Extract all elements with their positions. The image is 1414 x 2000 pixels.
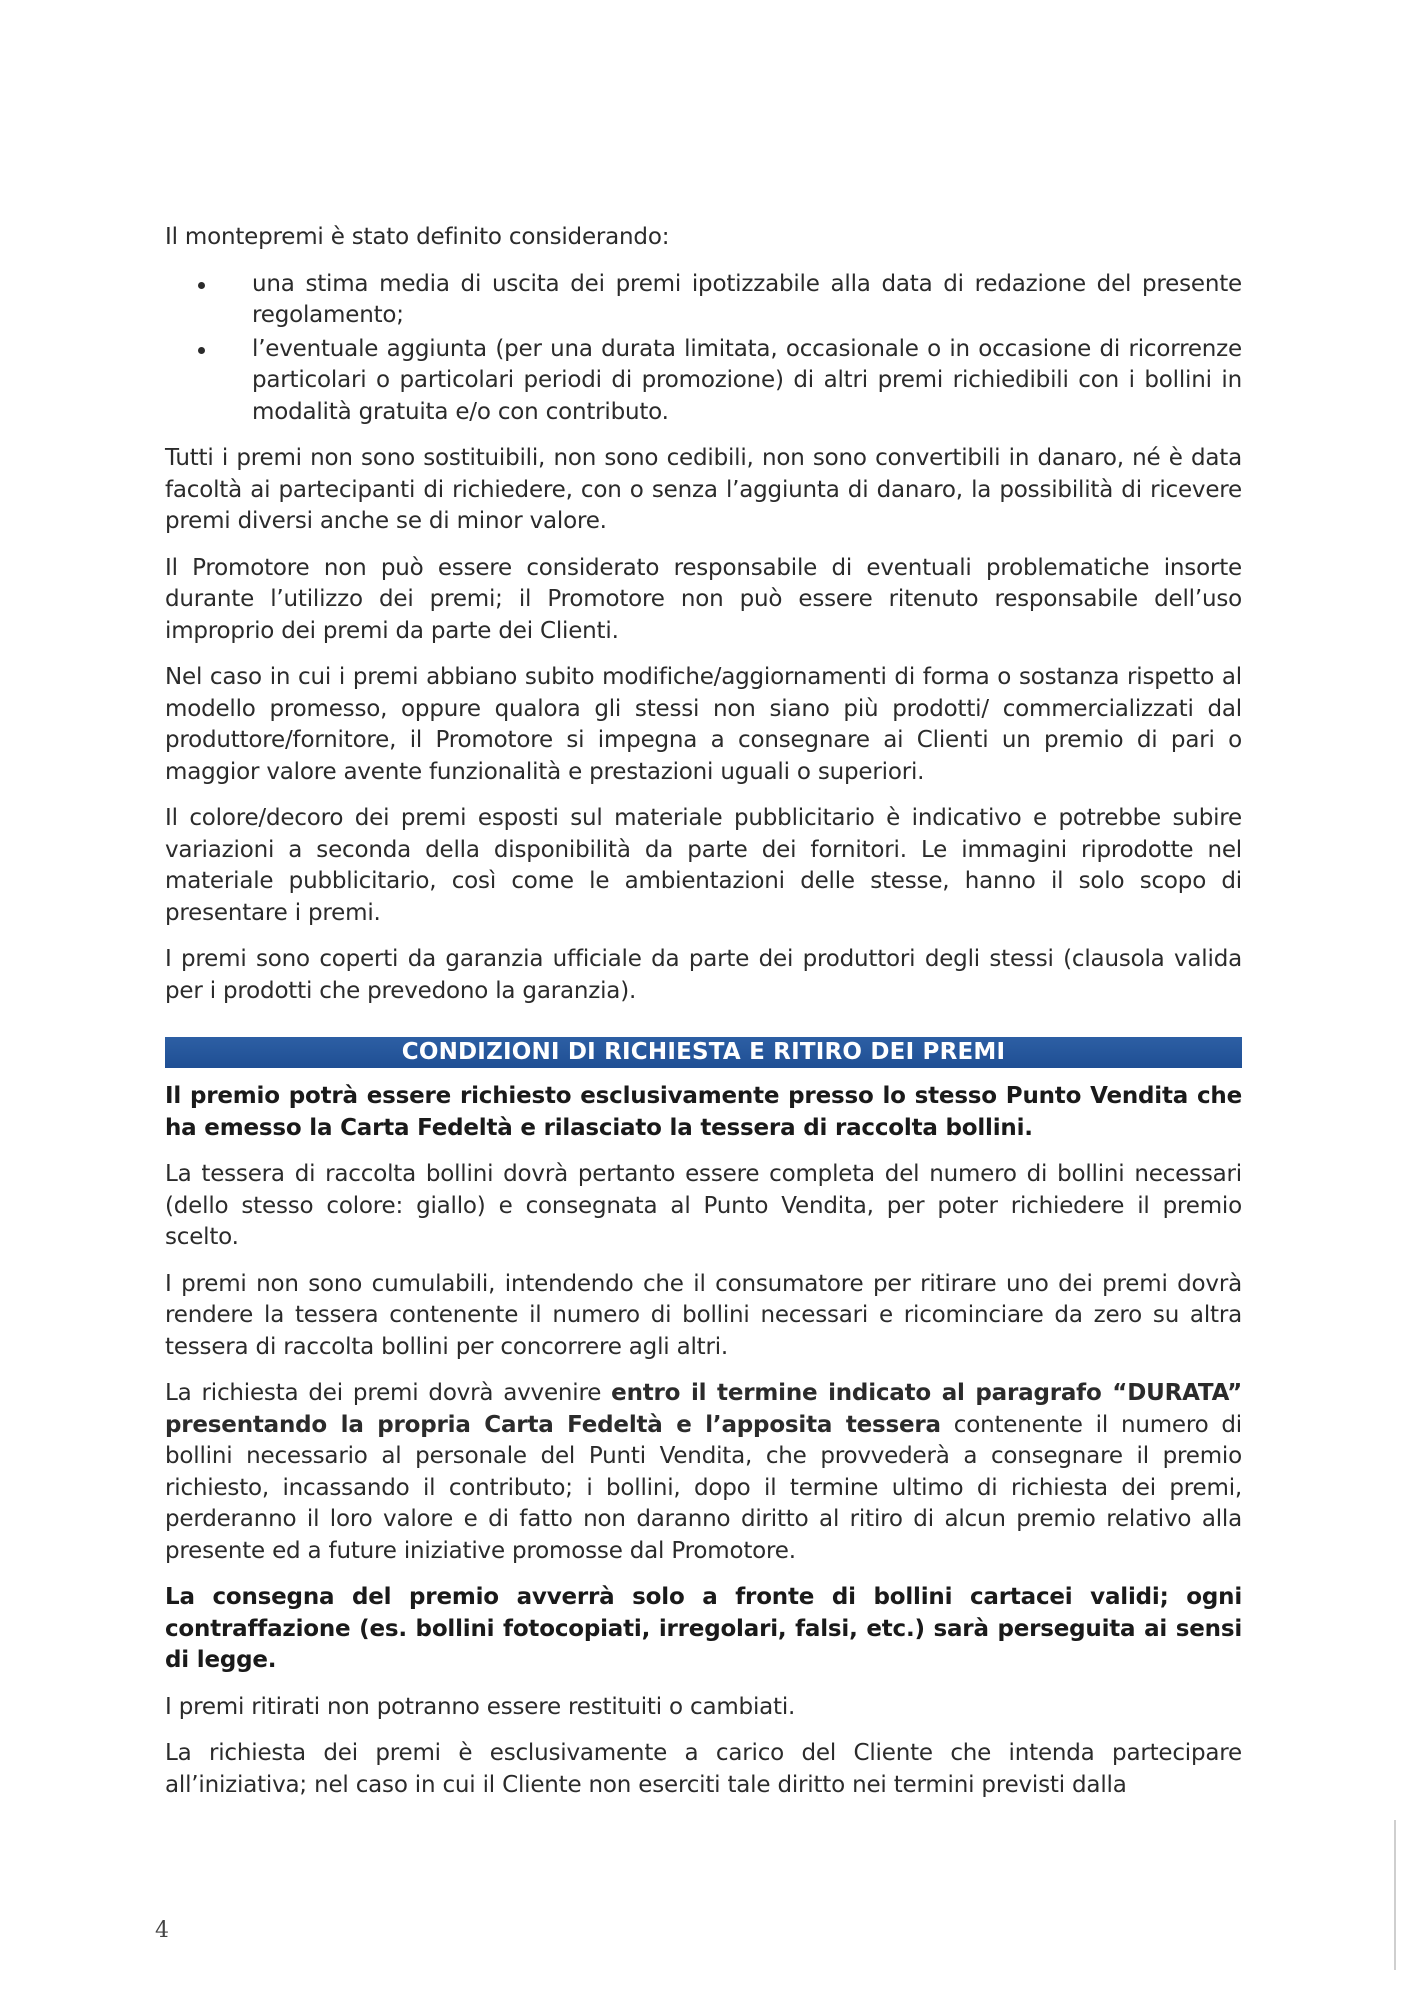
paragraph-not-substitutable: Tutti i premi non sono sostituibili, non sono cedibili, non sono convertibili in danaro, né è data facoltà ai partecipanti di richiedere, con o senza l’aggiunta di danaro, la possibilità di ricevere premi diversi anche se di minor valore. bbox=[165, 445, 1242, 534]
document-body bbox=[165, 222, 1242, 1816]
paragraph-warranty: I premi sono coperti da garanzia ufficiale da parte dei produttori degli stessi (clausola valida per i prodotti che prevedono la garanzia). bbox=[165, 946, 1242, 1004]
paragraph-color-variations: Il colore/decoro dei premi esposti sul materiale pubblicitario è indicativo e potrebbe subire variazioni a seconda della disponibilità da parte dei fornitori. Le immagini riprodotte nel materiale pubblicitario, così come le ambientazioni delle stesse, hanno il solo scopo di presentare i premi. bbox=[165, 805, 1242, 926]
request-text-end: contenente il numero di bollini necessario al personale del Punti Vendita, che provvederà a consegnare il premio richiesto, incassando il contributo; i bollini, dopo il termine ultimo di richiesta dei premi, perderanno il loro valore e di fatto non daranno diritto al ritiro di alcun premio relativo alla presente ed a future iniziative promosse dal Promotore. bbox=[165, 1411, 1242, 1564]
paragraph-card-completion: La tessera di raccolta bollini dovrà pertanto essere completa del numero di bollini necessari (dello stesso colore: giallo) e consegnata al Punto Vendita, per poter richiedere il premio scelto. bbox=[165, 1161, 1242, 1250]
section-bold-intro: Il premio potrà essere richiesto esclusivamente presso lo stesso Punto Vendita che ha emesso la Carta Fedeltà e rilasciato la tessera di raccolta bollini. bbox=[165, 1083, 1242, 1141]
bullet-list bbox=[165, 269, 1242, 429]
section-bold-warning: La consegna del premio avverrà solo a fronte di bollini cartacei validi; ogni contraffazione (es. bollini fotocopiati, irregolari, falsi, etc.) sarà perseguita ai sensi di legge. bbox=[165, 1584, 1242, 1673]
list-item bbox=[165, 269, 1242, 332]
paragraph-no-returns: I premi ritirati non potranno essere restituiti o cambiati. bbox=[165, 1693, 796, 1720]
request-text-bold: entro il termine indicato al paragrafo “DURATA” presentando la propria Carta Fedeltà e l’apposita tessera bbox=[165, 1380, 1242, 1438]
paragraph-not-cumulative: I premi non sono cumulabili, intendendo che il consumatore per ritirare uno dei premi dovrà rendere la tessera contenente il numero di bollini necessari e ricominciare da zero su altra tessera di raccolta bollini per concorrere agli altri. bbox=[165, 1270, 1242, 1360]
scan-edge-line bbox=[1394, 1820, 1396, 1970]
request-text-start: La richiesta dei premi dovrà avvenire bbox=[165, 1380, 612, 1406]
section-heading: CONDIZIONI DI RICHIESTA E RITIRO DEI PREMI bbox=[165, 1037, 1242, 1068]
intro-line: Il montepremi è stato definito considerando: bbox=[165, 224, 670, 250]
page-number: 4 bbox=[155, 1918, 169, 1943]
paragraph-customer-responsibility: La richiesta dei premi è esclusivamente a carico del Cliente che intenda partecipare all’iniziativa; nel caso in cui il Cliente non eserciti tale diritto nei termini previsti dalla bbox=[165, 1740, 1242, 1798]
bullet-icon bbox=[198, 282, 205, 289]
list-item bbox=[165, 334, 1242, 429]
paragraph-prize-changes: Nel caso in cui i premi abbiano subito modifiche/aggiornamenti di forma o sostanza rispetto al modello promesso, oppure qualora gli stessi non siano più prodotti/ commercializzati dal produttore/fornitore, il Promotore si impegna a consegnare ai Clienti un premio di pari o maggior valore avente funzionalità e prestazioni uguali o superiori. bbox=[165, 664, 1242, 785]
paragraph-promoter-liability: Il Promotore non può essere considerato responsabile di eventuali problematiche insorte durante l’utilizzo dei premi; il Promotore non può essere ritenuto responsabile dell’uso improprio dei premi da parte dei Clienti. bbox=[165, 554, 1242, 644]
bullet-icon bbox=[198, 347, 205, 354]
bullet-text: l’eventuale aggiunta (per una durata limitata, occasionale o in occasione di ricorrenze particolari o particolari periodi di promozione) di altri premi richiedibili con i bollini in modalità gratuita e/o con contributo. bbox=[252, 335, 1242, 425]
bullet-text: una stima media di uscita dei premi ipotizzabile alla data di redazione del presente regolamento; bbox=[252, 270, 1242, 328]
paragraph-request-deadline bbox=[165, 1378, 1242, 1567]
